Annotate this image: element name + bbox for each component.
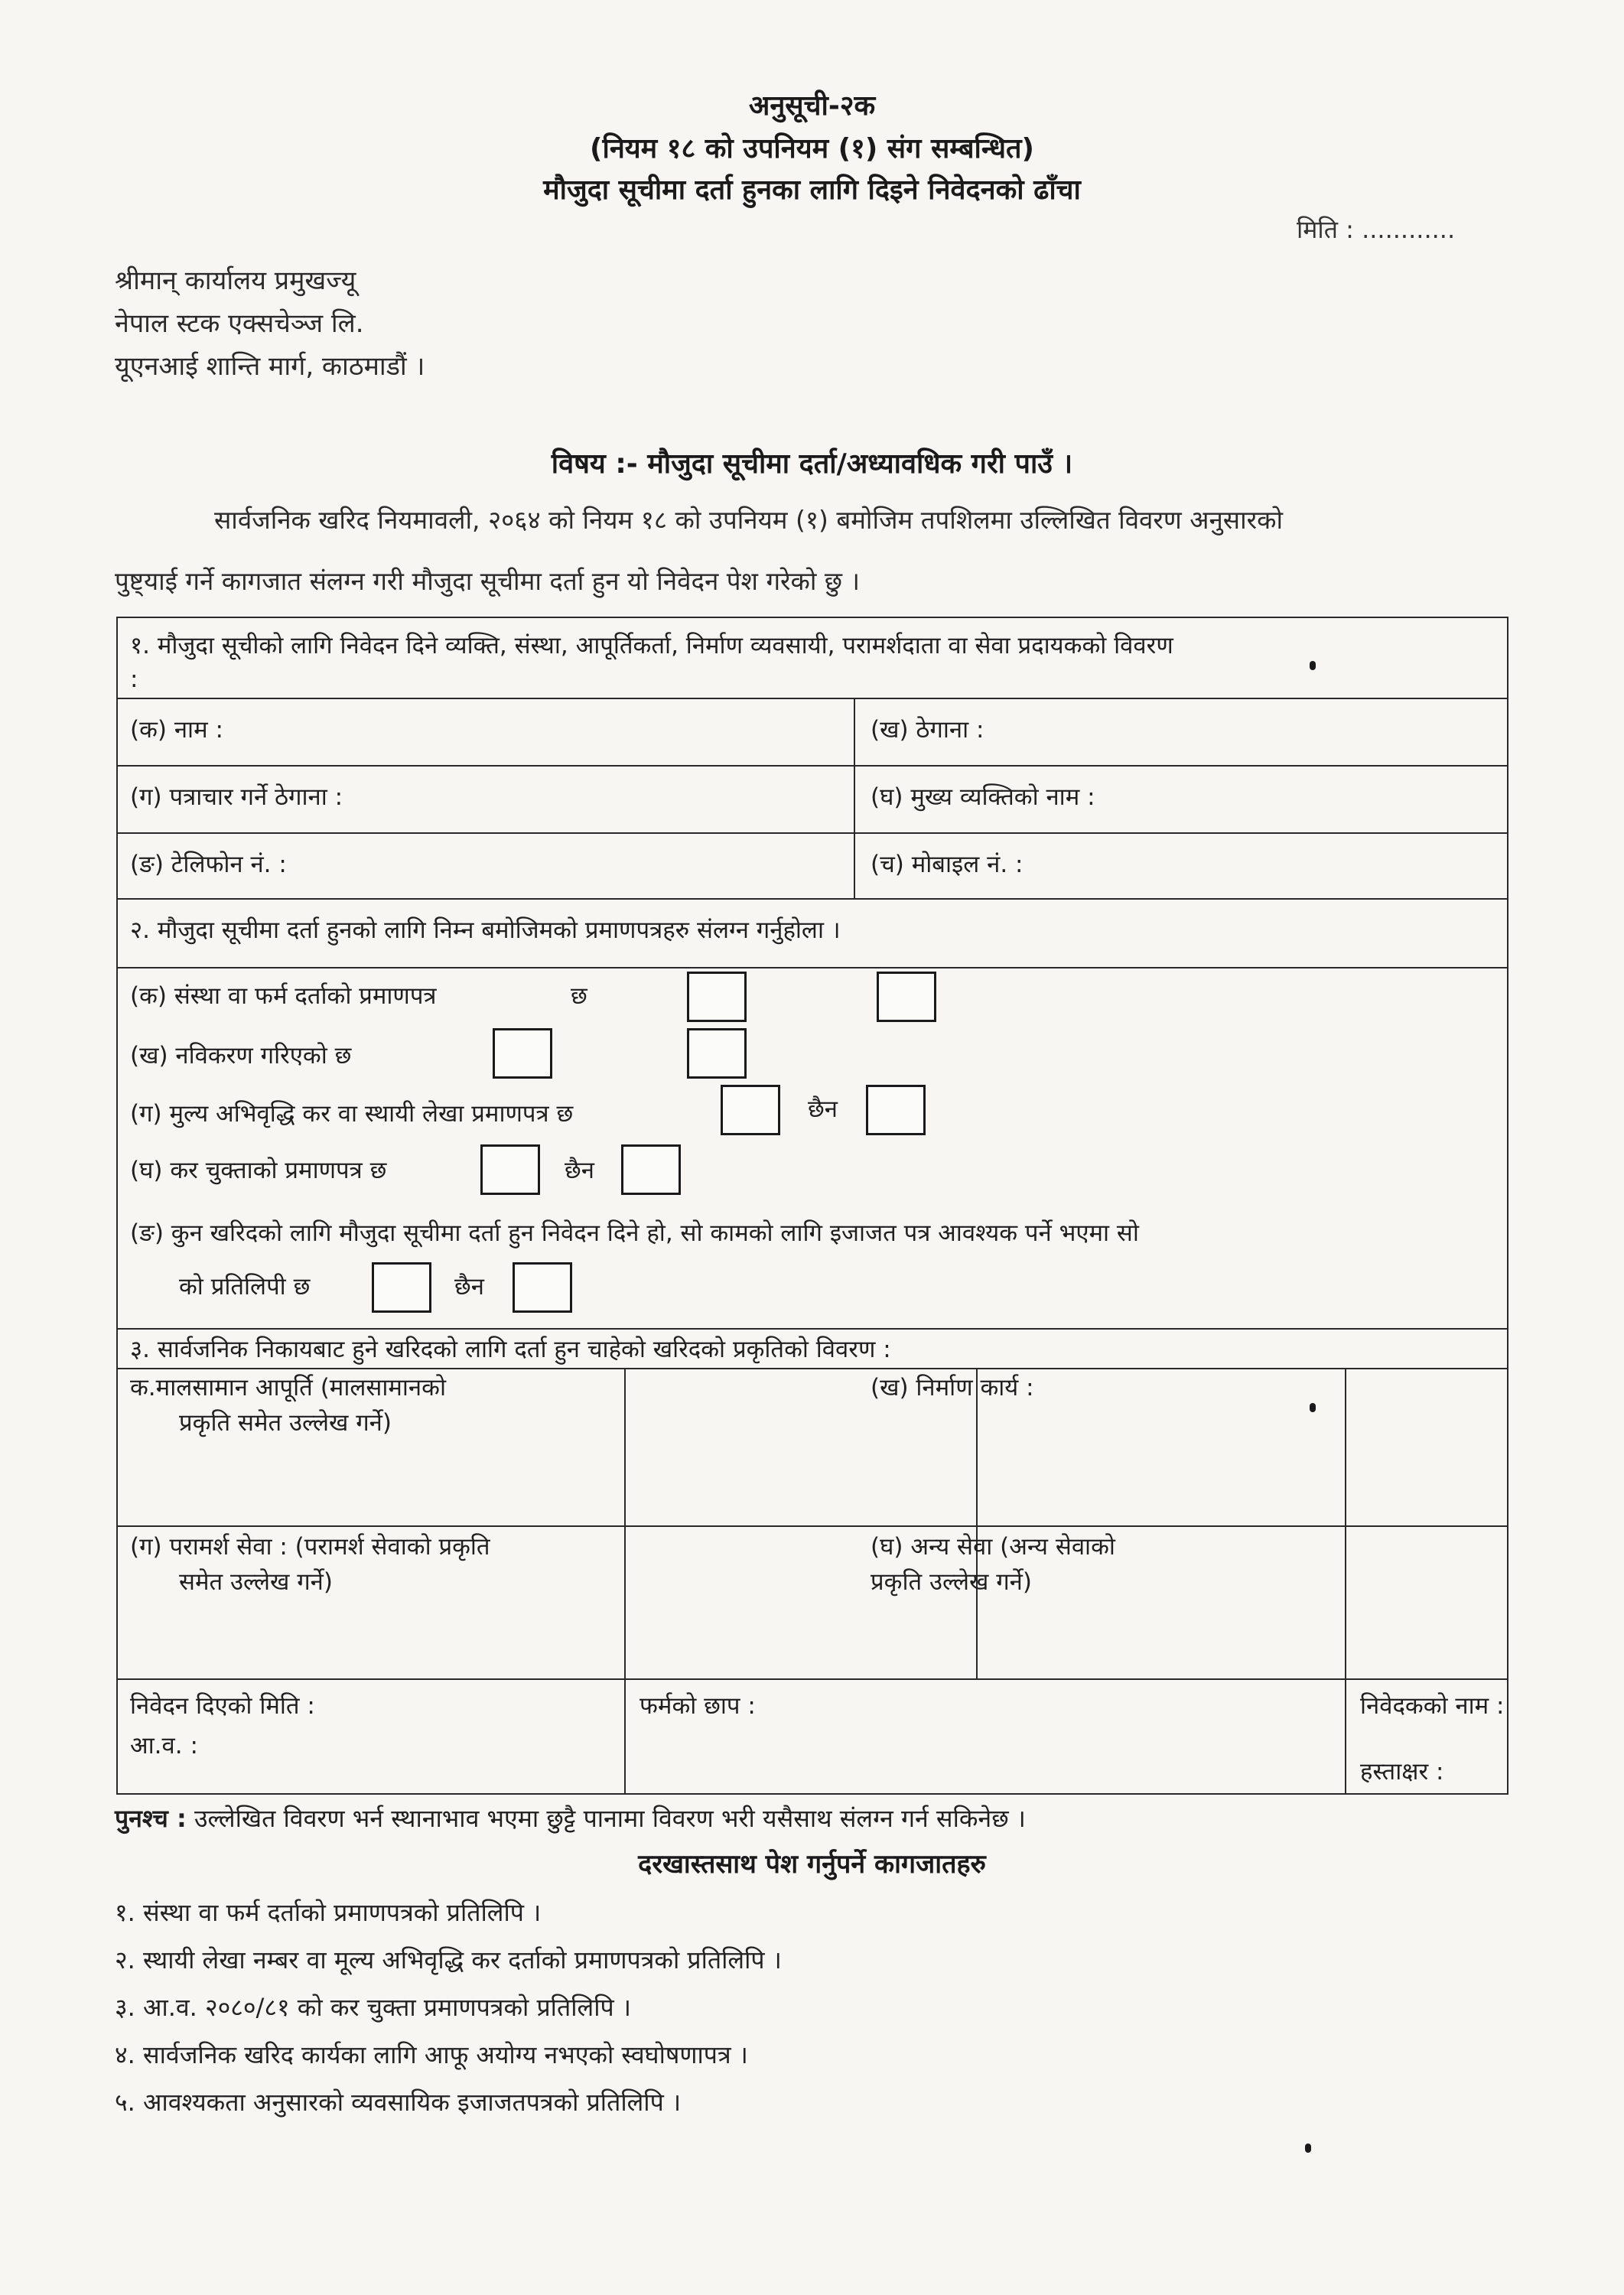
required-document-item: १. संस्था वा फर्म दर्ताको प्रमाणपत्रको प्रतिलिपि । (115, 1898, 542, 1927)
tax-clearance-no-label: छैन (565, 1157, 594, 1184)
table-rule (118, 1368, 1507, 1369)
tax-clearance-yes-checkbox[interactable] (480, 1144, 540, 1195)
addressee-line-3: यूएनआई शान्ति मार्ग, काठमाडौं । (115, 351, 425, 382)
telephone-label: (ङ) टेलिफोन नं. : (130, 851, 287, 878)
vat-pan-no-label: छैन (808, 1095, 838, 1123)
required-document-item: ३. आ.व. २०८०/८१ को कर चुक्ता प्रमाणपत्रको प्रतिलिपि । (115, 1993, 631, 2022)
consulting-service-label-line-1: (ग) परामर्श सेवा : (परामर्श सेवाको प्रकृति (130, 1533, 490, 1561)
goods-supply-label-line-2: प्रकृति समेत उल्लेख गर्ने) (179, 1409, 392, 1437)
fiscal-year-label: आ.व. : (130, 1732, 198, 1760)
other-service-label-line-2: प्रकृति उल्लेख गर्ने) (871, 1568, 1032, 1596)
firm-registration-no-checkbox[interactable] (877, 972, 936, 1022)
other-service-label-line-1: (घ) अन्य सेवा (अन्य सेवाको (871, 1533, 1115, 1561)
mailing-address-label: (ग) पत्राचार गर्ने ठेगाना : (130, 783, 343, 811)
name-label: (क) नाम : (130, 716, 223, 744)
firm-registration-label: (क) संस्था वा फर्म दर्ताको प्रमाणपत्र (130, 982, 437, 1010)
key-person-label: (घ) मुख्य व्यक्तिको नाम : (871, 783, 1095, 811)
form-title: मौजुदा सूचीमा दर्ता हुनका लागि दिइने निवेदनको ढाँचा (543, 174, 1081, 206)
table-rule (118, 967, 1507, 968)
rule-reference: (नियम १८ को उपनियम (१) संग सम्बन्धित) (590, 133, 1034, 164)
tax-clearance-label: (घ) कर चुक्ताको प्रमाणपत्र छ (130, 1157, 387, 1184)
construction-work-label: (ख) निर्माण कार्य : (871, 1374, 1034, 1401)
table-rule (976, 1368, 978, 1678)
address-label: (ख) ठेगाना : (871, 716, 984, 744)
ink-speck (1305, 2144, 1311, 2153)
table-rule (118, 698, 1507, 699)
license-label-line-1: (ङ) कुन खरिदको लागि मौजुदा सूचीमा दर्ता हुन निवेदन दिने हो, सो कामको लागि इजाजत पत्र आवश्यक पर्ने भएमा सो (130, 1219, 1139, 1247)
license-yes-checkbox[interactable] (372, 1262, 431, 1313)
required-documents-title: दरखास्तसाथ पेश गर्नुपर्ने कागजातहरु (638, 1849, 986, 1880)
license-no-checkbox[interactable] (513, 1262, 572, 1313)
applicant-name-label: निवेदकको नाम : (1360, 1692, 1505, 1720)
date-field: मिति : ............ (1297, 215, 1456, 244)
intro-line-2: पुष्ट्याई गर्ने कागजात संलग्न गरी मौजुदा सूचीमा दर्ता हुन यो निवेदन पेश गरेको छु । (115, 566, 861, 596)
application-table (116, 617, 1508, 1795)
postscript-label: पुनश्च : (115, 1804, 187, 1833)
goods-supply-label-line-1: क.मालसामान आपूर्ति (मालसामानको (130, 1374, 446, 1401)
mobile-label: (च) मोबाइल नं. : (871, 851, 1024, 878)
renewal-no-checkbox[interactable] (687, 1028, 747, 1079)
renewal-yes-checkbox[interactable] (493, 1028, 552, 1079)
required-document-item: २. स्थायी लेखा नम्बर वा मूल्य अभिवृद्धि कर दर्ताको प्रमाणपत्रको प्रतिलिपि । (115, 1945, 782, 1974)
section-1-title-colon: : (130, 666, 138, 693)
vat-pan-label: (ग) मुल्य अभिवृद्धि कर वा स्थायी लेखा प्रमाणपत्र छ (130, 1100, 574, 1128)
renewal-label: (ख) नविकरण गरिएको छ (130, 1042, 352, 1069)
application-date-label: निवेदन दिएको मिति : (130, 1692, 315, 1720)
vat-pan-yes-checkbox[interactable] (721, 1085, 780, 1135)
intro-line-1: सार्वजनिक खरिद नियमावली, २०६४ को नियम १८ को उपनियम (१) बमोजिम तपशिलमा उल्लिखित विवरण अनुसारको (214, 505, 1284, 535)
schedule-heading: अनुसूची-२क (748, 90, 876, 122)
table-rule (118, 1525, 1507, 1527)
firm-registration-yes-checkbox[interactable] (687, 972, 747, 1022)
postscript-text: उल्लेखित विवरण भर्न स्थानाभाव भएमा छुट्टै पानामा विवरण भरी यसैसाथ संलग्न गर्न सकिनेछ । (194, 1804, 1026, 1833)
ink-speck (1310, 661, 1316, 670)
postscript (115, 1802, 1026, 1834)
section-3-title: ३. सार्वजनिक निकायबाट हुने खरिदको लागि दर्ता हुन चाहेको खरिदको प्रकृतिको विवरण : (130, 1336, 891, 1363)
table-rule (854, 698, 855, 898)
table-rule (118, 1328, 1507, 1330)
license-no-label: छैन (454, 1273, 484, 1300)
firm-registration-yes-label: छ (571, 982, 587, 1010)
signature-label: हस्ताक्षर : (1360, 1758, 1444, 1786)
required-document-item: ४. सार्वजनिक खरिद कार्यका लागि आफू अयोग्य नभएको स्वघोषणापत्र । (115, 2040, 748, 2069)
table-rule (118, 832, 1507, 834)
addressee-line-1: श्रीमान् कार्यालय प्रमुखज्यू (115, 265, 356, 296)
firm-stamp-label: फर्मको छाप : (640, 1692, 756, 1720)
required-document-item: ५. आवश्यकता अनुसारको व्यवसायिक इजाजतपत्रको प्रतिलिपि । (115, 2088, 682, 2117)
section-2-title: २. मौजुदा सूचीमा दर्ता हुनको लागि निम्न बमोजिमको प्रमाणपत्रहरु संलग्न गर्नुहोला । (130, 916, 841, 944)
ink-speck (1310, 1403, 1316, 1412)
section-1-title: १. मौजुदा सूचीको लागि निवेदन दिने व्यक्ति, संस्था, आपूर्तिकर्ता, निर्माण व्यवसायी, परामर्शदाता वा सेवा प्रदायकको विवरण (130, 632, 1173, 659)
table-rule (118, 898, 1507, 900)
vat-pan-no-checkbox[interactable] (866, 1085, 926, 1135)
tax-clearance-no-checkbox[interactable] (621, 1144, 681, 1195)
subject-line: विषय :- मौजुदा सूचीमा दर्ता/अध्यावधिक गरी पाउँ । (551, 448, 1073, 480)
addressee-line-2: नेपाल स्टक एक्सचेञ्ज लि. (115, 308, 364, 339)
table-rule (118, 1678, 1507, 1680)
table-rule (118, 765, 1507, 767)
table-rule (1345, 1368, 1346, 1793)
consulting-service-label-line-2: समेत उल्लेख गर्ने) (179, 1568, 333, 1596)
table-rule (624, 1368, 626, 1793)
license-label-line-2: को प्रतिलिपी छ (179, 1273, 311, 1300)
